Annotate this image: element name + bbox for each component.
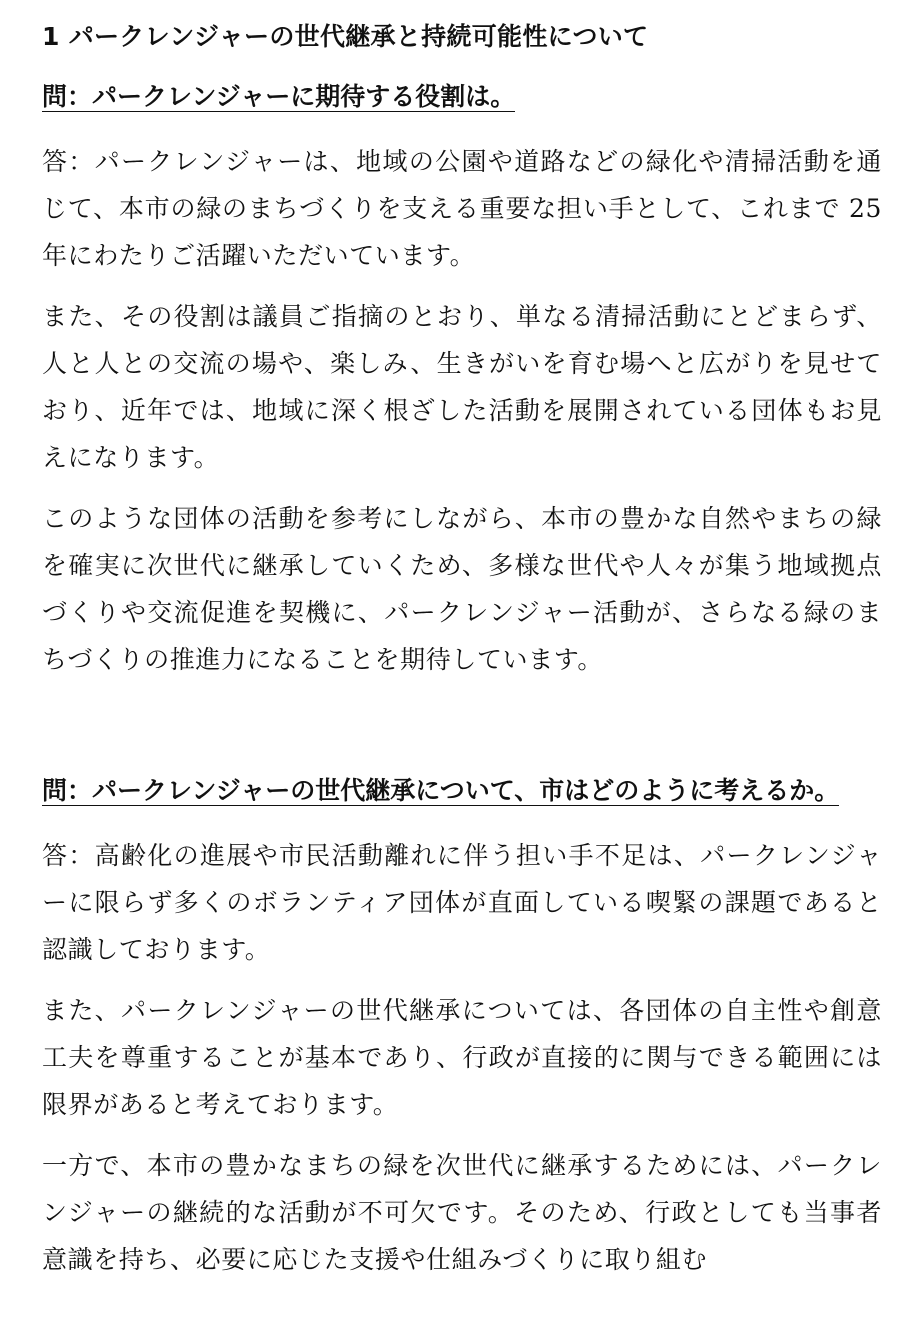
answer-1-paragraph-2: また、その役割は議員ご指摘のとおり、単なる清掃活動にとどまらず、人と人との交流の場や、楽しみ、生きがいを育む場へと広がりを見せており、近年では、地域に深く根ざした活動を展開されている団体もお見えになります。 — [42, 302, 882, 472]
question-1-text: 問：パークレンジャーに期待する役割は。 — [42, 82, 516, 111]
question-1 — [42, 74, 882, 120]
question-2-text: 問：パークレンジャーの世代継承について、市はどのように考えるか。 — [42, 776, 840, 805]
qa-block-1 — [42, 74, 882, 683]
section-title: 1 パークレンジャーの世代継承と持続可能性について — [42, 22, 649, 51]
question-2 — [42, 767, 882, 814]
answer-2-paragraph-3: 一方で、本市の豊かなまちの緑を次世代に継承するためには、パークレンジャーの継続的な活動が不可欠です。そのため、行政としても当事者意識を持ち、必要に応じた支援や仕組みづくりに取り組む — [42, 1151, 882, 1274]
answer-2-paragraph-1: 答：高齢化の進展や市民活動離れに伴う担い手不足は、パークレンジャーに限らず多くのボランティア団体が直面している喫緊の課題であると認識しております。 — [42, 841, 882, 964]
answer-1-paragraph-3: このような団体の活動を参考にしながら、本市の豊かな自然やまちの緑を確実に次世代に継承していくため、多様な世代や人々が集う地域拠点づくりや交流促進を契機に、パークレンジャー活動が、さらなる緑のまちづくりの推進力になることを期待しています。 — [42, 504, 882, 674]
answer-1-paragraph-1: 答：パークレンジャーは、地域の公園や道路などの緑化や清掃活動を通じて、本市の緑のまちづくりを支える重要な担い手として、これまで 25 年にわたりご活躍いただいています。 — [42, 147, 882, 270]
answer-2-paragraph-2: また、パークレンジャーの世代継承については、各団体の自主性や創意工夫を尊重することが基本であり、行政が直接的に関与できる範囲には限界があると考えております。 — [42, 996, 882, 1119]
document-page — [42, 14, 882, 1283]
qa-block-2 — [42, 767, 882, 1283]
